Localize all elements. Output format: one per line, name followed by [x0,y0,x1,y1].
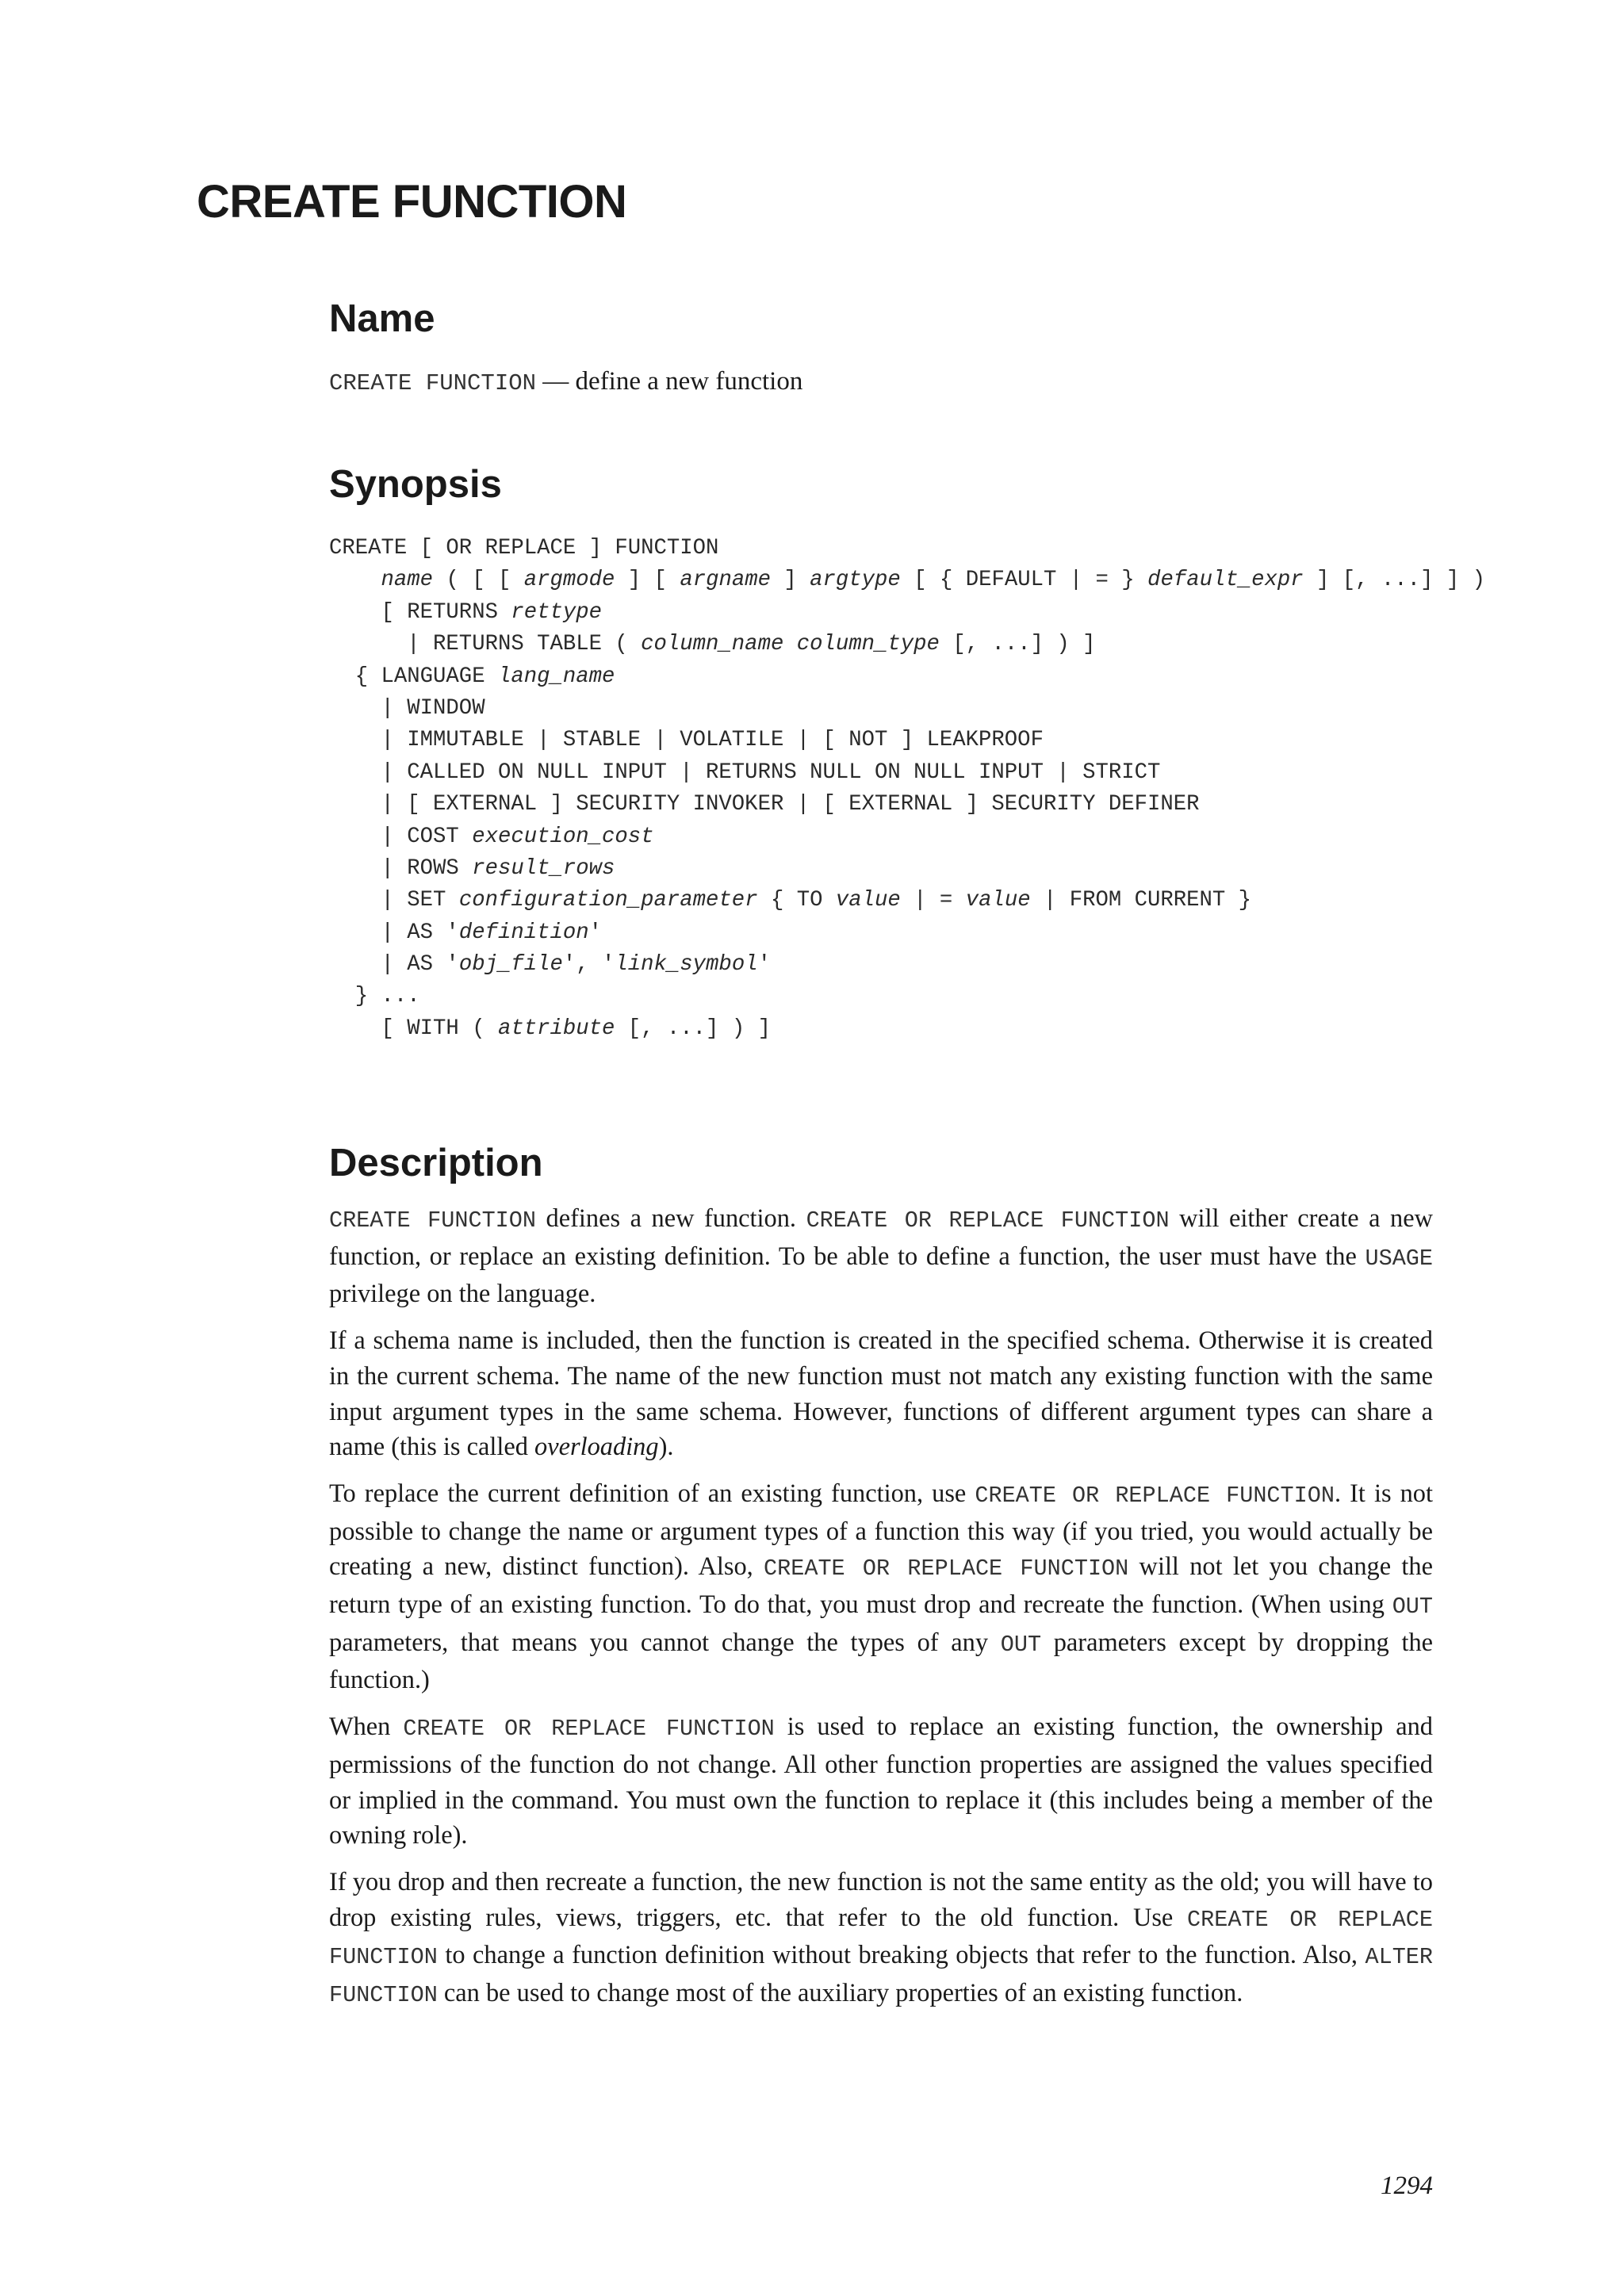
synopsis-placeholder: lang_name [497,664,615,689]
synopsis-keyword-text: | AS ' [329,952,459,978]
synopsis-keyword-text: | AS ' [329,920,459,945]
synopsis-placeholder: execution_cost [472,824,654,849]
paragraph-text: If a schema name is included, then the function is created in the specified schema. Otherwise it is created in the current schema. The name of the new function must not match any existing function with the same input argument types in the same schema. However, functions of different argument types can share a name (this is called [329,1326,1433,1462]
synopsis-placeholder: value [965,888,1031,913]
paragraph-text: can be used to change most of the auxiliary properties of an existing function. [437,1979,1243,2008]
synopsis-keyword-text: | = [900,888,966,913]
paragraph-text: To replace the current definition of an existing function, use [329,1479,975,1508]
inline-code: ALTER FUNCTION [329,1944,1433,2009]
description-paragraph [329,1201,1433,1312]
synopsis-placeholder: argname [680,568,771,593]
inline-code: USAGE [1365,1245,1433,1272]
synopsis-line [329,661,1485,693]
inline-code: CREATE OR REPLACE FUNCTION [329,1906,1434,1971]
synopsis-line [329,1013,1485,1045]
inline-code: CREATE FUNCTION [329,1207,536,1234]
description-heading: Description [329,1142,543,1184]
synopsis-keyword-text: | [ EXTERNAL ] SECURITY INVOKER | [ EXTERNAL ] SECURITY DEFINER [329,792,1200,817]
synopsis-keyword-text: [ { DEFAULT | = } [900,568,1148,593]
synopsis-line [329,885,1485,916]
synopsis-placeholder: attribute [497,1016,615,1041]
paragraph-text: ). [658,1433,674,1462]
description-body [329,1201,1433,2025]
synopsis-keyword-text: { TO [757,888,836,913]
synopsis-line [329,564,1485,596]
synopsis-line [329,533,1485,564]
synopsis-keyword-text: | ROWS [329,855,473,881]
synopsis-line [329,757,1485,789]
synopsis-line [329,629,1485,660]
paragraph-text: is used to replace an existing function, the ownership and permissions of the function do not change. All other function properties are assigned the values specified or implied in the command. You must own the function to replace it (this includes being a member of the owning role). [329,1712,1434,1850]
synopsis-keyword-text [329,568,381,592]
synopsis-keyword-text: CREATE [ OR REPLACE ] FUNCTION [329,536,719,561]
synopsis-keyword-text: ] [ [615,568,680,593]
synopsis-keyword-text: ', ' [562,952,615,978]
synopsis-keyword-text: [ WITH ( [329,1016,498,1041]
paragraph-text: parameters, that means you cannot change the types of any [329,1628,1001,1657]
synopsis-keyword-text: [, ...] ) ] [615,1016,771,1041]
synopsis-keyword-text [783,632,796,656]
synopsis-line [329,693,1485,725]
inline-code: CREATE OR REPLACE FUNCTION [403,1716,775,1743]
synopsis-keyword-text: | COST [329,824,473,849]
synopsis-line [329,917,1485,949]
paragraph-text: will not let you change the return type of an existing function. To do that, you must drop and recreate the function. (When using [329,1552,1433,1620]
inline-code: CREATE OR REPLACE FUNCTION [975,1482,1335,1509]
synopsis-keyword-text: ' [757,952,771,978]
synopsis-keyword-text: | SET [329,888,459,913]
synopsis-line [329,725,1485,756]
synopsis-placeholder: column_type [796,632,940,657]
synopsis-keyword-text: | RETURNS TABLE ( [329,632,642,657]
synopsis-placeholder: argtype [810,568,901,593]
name-heading: Name [329,297,435,340]
paragraph-text: to change a function definition without breaking objects that refer to the function. Also, [437,1941,1365,1970]
synopsis-line [329,949,1485,981]
synopsis-line [329,821,1485,853]
description-paragraph [329,1865,1433,2014]
synopsis-keyword-text: [, ...] ) ] [939,632,1096,657]
synopsis-keyword-text: ( [ [ [433,568,524,593]
synopsis-line [329,981,1485,1012]
synopsis-placeholder: definition [458,920,589,945]
paragraph-text: parameters except by dropping the function.) [329,1628,1434,1695]
synopsis-placeholder: value [835,888,901,913]
synopsis-placeholder: name [381,568,434,593]
synopsis-line [329,597,1485,629]
paragraph-text: defines a new function. [535,1204,806,1233]
command-name: CREATE FUNCTION [329,370,537,396]
page-number: 1294 [1381,2172,1433,2200]
synopsis-keyword-text: ] [, ...] ] ) [1303,568,1485,593]
synopsis-keyword-text: ' [588,920,603,945]
synopsis-keyword-text: | FROM CURRENT } [1030,888,1252,913]
synopsis-keyword-text: | WINDOW [329,695,485,721]
synopsis-keyword-text: | IMMUTABLE | STABLE | VOLATILE | [ NOT ] LEAKPROOF [329,728,1044,753]
inline-code: CREATE OR REPLACE FUNCTION [764,1556,1129,1582]
inline-code: OUT [1392,1594,1433,1621]
synopsis-heading: Synopsis [329,463,502,506]
synopsis-placeholder: rettype [511,599,603,625]
synopsis-keyword-text: { LANGUAGE [329,664,498,689]
description-paragraph [329,1476,1433,1698]
paragraph-text: . It is not possible to change the name or argument types of a function this way (if you tried, you would actually be creating a new, distinct function). Also, [329,1479,1433,1582]
synopsis-block [329,533,1485,1045]
command-summary: — define a new function [536,367,803,396]
name-line [329,365,802,400]
synopsis-placeholder: result_rows [472,855,615,881]
synopsis-placeholder: argmode [523,568,615,593]
synopsis-placeholder: default_expr [1147,568,1304,593]
synopsis-keyword-text: } ... [329,984,420,1009]
synopsis-placeholder: column_name [641,632,784,657]
synopsis-line [329,789,1485,821]
synopsis-keyword-text: [ RETURNS [329,599,511,625]
synopsis-placeholder: link_symbol [615,952,758,978]
description-paragraph [329,1323,1433,1465]
paragraph-text: When [329,1712,404,1742]
page-title: CREATE FUNCTION [197,176,627,228]
synopsis-placeholder: configuration_parameter [458,888,758,913]
synopsis-line [329,853,1485,885]
inline-code: OUT [1000,1631,1042,1658]
synopsis-keyword-text: | CALLED ON NULL INPUT | RETURNS NULL ON NULL INPUT | STRICT [329,760,1161,785]
paragraph-text: will either create a new function, or replace an existing definition. To be able to define a function, the user must have the [329,1204,1433,1271]
paragraph-text: If you drop and then recreate a function, the new function is not the same entity as the old; you will have to drop existing rules, views, triggers, etc. that refer to the old function. Use [329,1867,1433,1932]
paragraph-text: privilege on the language. [329,1280,596,1309]
synopsis-placeholder: obj_file [458,952,563,978]
synopsis-keyword-text: ] [770,568,810,593]
inline-code: CREATE OR REPLACE FUNCTION [806,1207,1170,1234]
emphasis-term: overloading [534,1433,659,1462]
description-paragraph [329,1709,1433,1854]
